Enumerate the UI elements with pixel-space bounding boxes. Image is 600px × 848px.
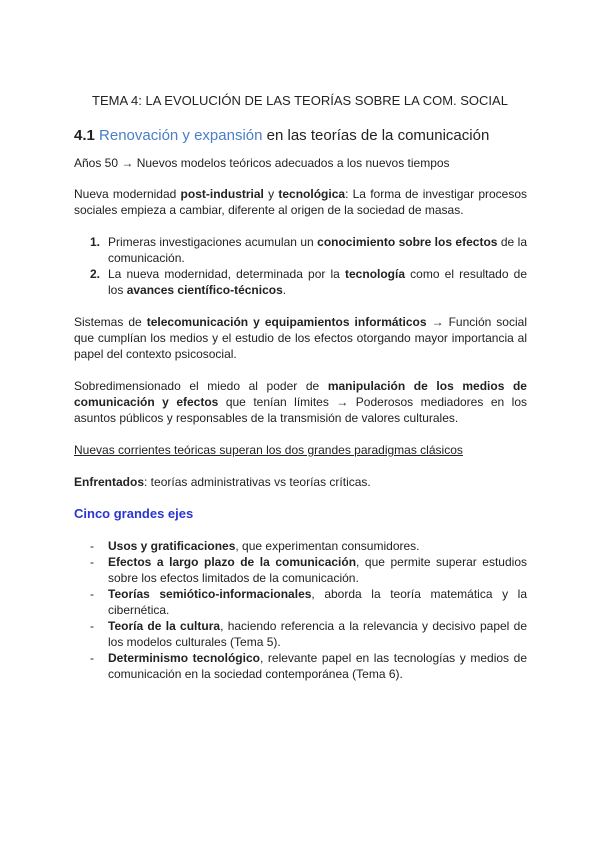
bullet-dash: - xyxy=(90,619,94,633)
text: de la comunicación. xyxy=(108,235,527,265)
bold-text: Usos y gratificaciones xyxy=(108,539,236,553)
list-item xyxy=(90,266,527,298)
ejes-list xyxy=(90,538,527,682)
document-title: TEMA 4: LA EVOLUCIÓN DE LAS TEORÍAS SOBRE LA COM. SOCIAL xyxy=(92,93,508,108)
text: , aborda la teoría matemática y la cibernética. xyxy=(108,587,527,617)
text: Sobredimensionado el miedo al poder de xyxy=(74,379,328,393)
text: Primeras investigaciones acumulan un xyxy=(108,235,318,249)
text: Sistemas de xyxy=(74,315,147,329)
section-number: 4.1 xyxy=(74,127,95,144)
bold-text: Enfrentados xyxy=(74,475,145,489)
text: La nueva modernidad, determinada por la xyxy=(108,267,346,281)
text: , haciendo referencia a la relevancia y decisivo papel de los modelos culturales (Tema 5). xyxy=(108,619,527,649)
bullet-dash: - xyxy=(90,539,94,553)
bold-text: tecnológica xyxy=(278,187,346,201)
text: : teorías administrativas vs teorías críticas. xyxy=(144,475,371,489)
list-item xyxy=(90,586,527,618)
numbered-list xyxy=(90,234,527,298)
list-number: 1. xyxy=(90,235,101,249)
text: que tenían límites → Poderosos mediadores en los asuntos públicos y responsables de la transmisión de valores culturales. xyxy=(74,395,528,425)
text: , que permite superar estudios sobre los efectos limitados de la comunicación. xyxy=(108,555,527,585)
text: , relevante papel en las tecnologías y medios de comunicación en la sociedad contemporánea (Tema 6). xyxy=(108,651,527,681)
bold-text: manipulación de los medios de comunicación y efectos xyxy=(74,379,527,409)
section-rest: en las teorías de la comunicación xyxy=(266,127,490,144)
paragraph-sistemas xyxy=(74,314,527,362)
text: como el resultado de los xyxy=(108,267,528,297)
bullet-dash: - xyxy=(90,587,94,601)
list-item xyxy=(90,234,527,266)
paragraph-anos: Años 50 → Nuevos modelos teóricos adecuados a los nuevos tiempos xyxy=(74,156,450,170)
bold-text: Efectos a largo plazo de la comunicación xyxy=(108,555,357,569)
paragraph-enfrentados xyxy=(74,474,527,490)
bold-text: Determinismo tecnológico xyxy=(108,651,260,665)
bold-text: avances científico-técnicos xyxy=(126,283,283,297)
text: , que experimentan consumidores. xyxy=(235,539,420,553)
list-item xyxy=(90,650,527,682)
bold-text: conocimiento sobre los efectos xyxy=(317,235,498,249)
list-number: 2. xyxy=(90,267,101,281)
text: . xyxy=(282,283,287,297)
bullet-dash: - xyxy=(90,651,94,665)
bold-text: Teoría de la cultura xyxy=(108,619,221,633)
ejes-heading: Cinco grandes ejes xyxy=(74,506,194,521)
bold-text: post-industrial xyxy=(180,187,264,201)
bold-text: Teorías semiótico-informacionales xyxy=(108,587,312,601)
bold-text: telecomunicación y equipamientos informáticos xyxy=(146,315,427,329)
list-item xyxy=(90,554,527,586)
paragraph-sobredimensionado xyxy=(74,378,527,426)
paragraph-modernidad xyxy=(74,186,527,218)
text: → Función social que cumplían los medios y el estudio de los efectos otorgando mayor importancia al papel del contexto psicosocial. xyxy=(74,315,527,361)
list-item xyxy=(90,538,527,554)
section-accent: Renovación y expansión xyxy=(99,127,263,144)
paragraph-nuevas-corrientes: Nuevas corrientes teóricas superan los dos grandes paradigmas clásicos xyxy=(74,443,463,457)
text: Nueva modernidad xyxy=(74,187,181,201)
bold-text: tecnología xyxy=(345,267,406,281)
section-heading xyxy=(74,128,489,144)
text: : La forma de investigar procesos sociales empieza a cambiar, diferente al origen de la sociedad de masas. xyxy=(74,187,528,217)
bullet-dash: - xyxy=(90,555,94,569)
list-item xyxy=(90,618,527,650)
text: y xyxy=(263,187,279,201)
